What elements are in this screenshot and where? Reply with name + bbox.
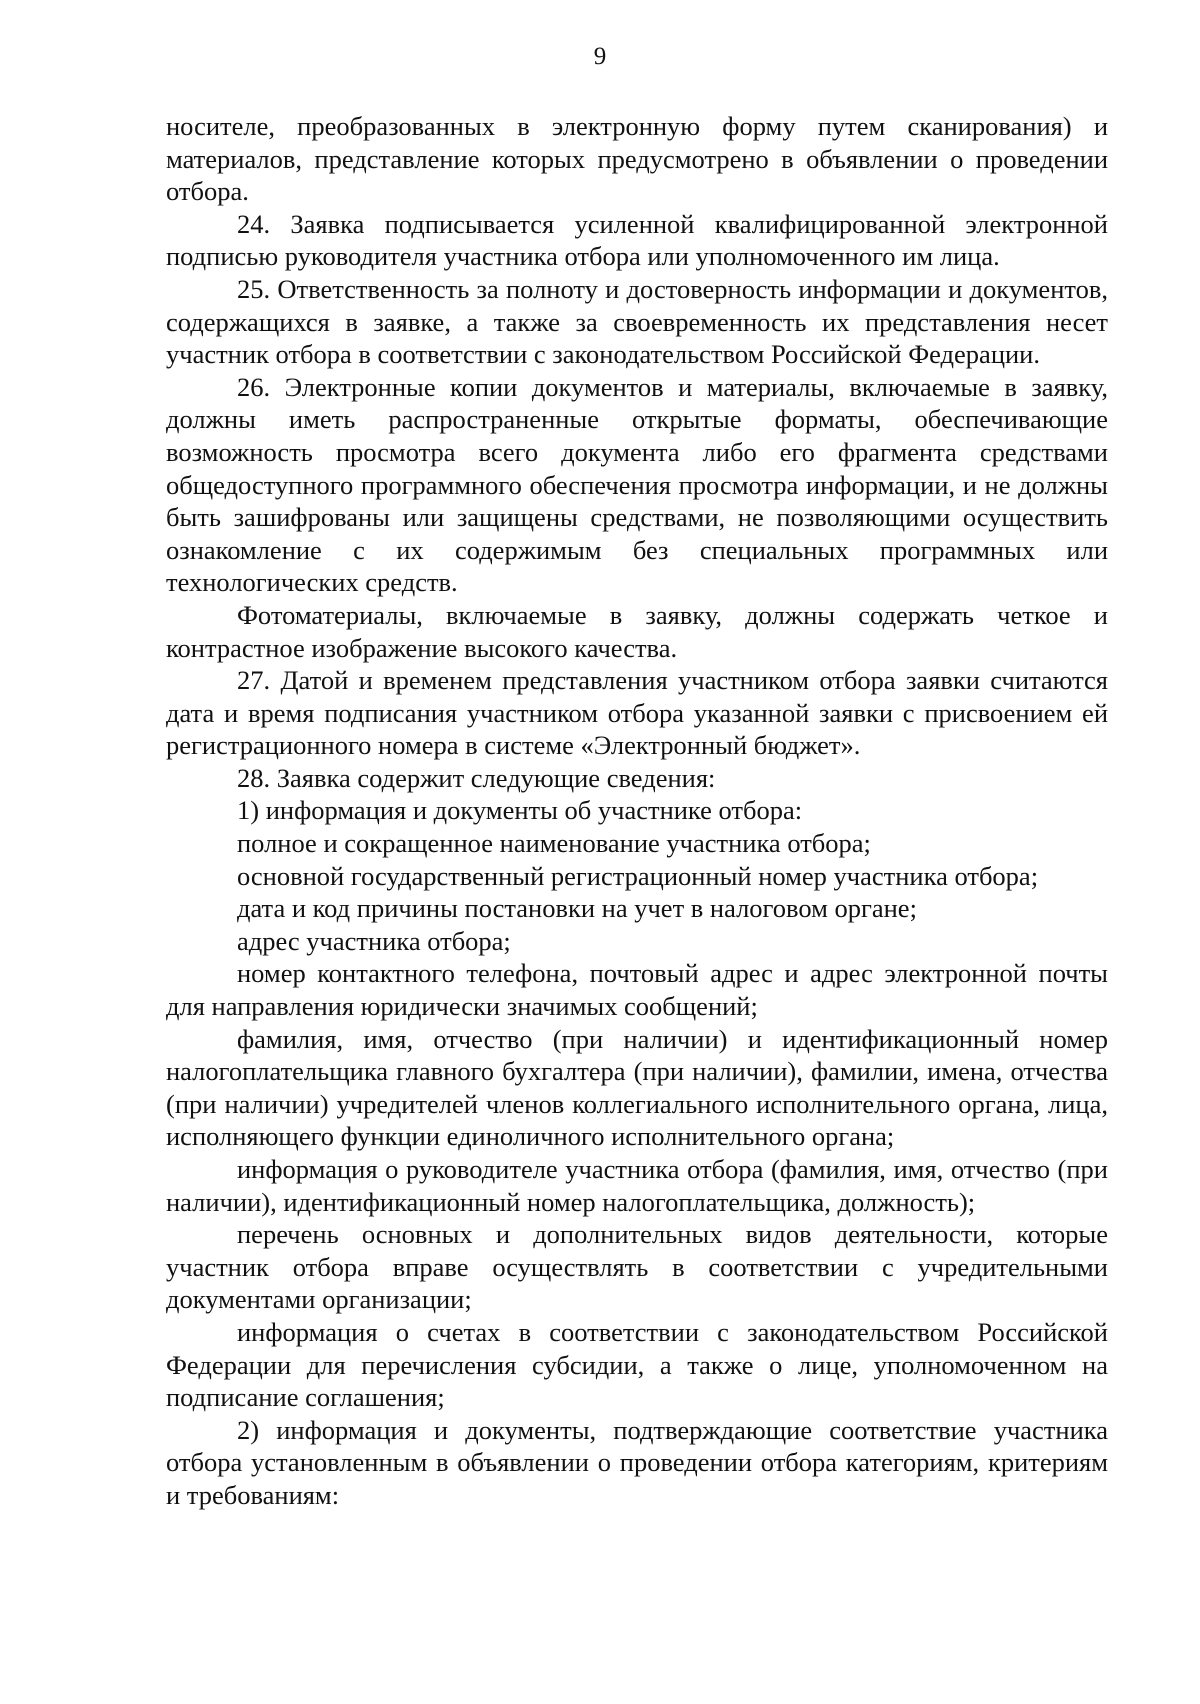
list-item-activities: перечень основных и дополнительных видов деятельности, которые участник отбора вправе осуществлять в соответствии с учредительными документами организации;: [166, 1219, 1108, 1315]
paragraph-continuation: носителе, преобразованных в электронную форму путем сканирования) и материалов, представление которых предусмотрено в объявлении о проведении отбора.: [166, 111, 1108, 207]
list-item-accounts: информация о счетах в соответствии с законодательством Российской Федерации для перечисления субсидии, а также о лице, уполномоченном на подписание соглашения;: [166, 1316, 1108, 1413]
paragraph-24: 24. Заявка подписывается усиленной квалифицированной электронной подписью руководителя участника отбора или уполномоченного им лица.: [166, 208, 1108, 272]
paragraph-26: 26. Электронные копии документов и материалы, включаемые в заявку, должны иметь распространенные открытые форматы, обеспечивающие возможность просмотра всего документа либо его фрагмента средствами общедоступного программного обеспечения просмотра информации, и не должны быть зашифрованы или защищены средствами, не позволяющими осуществить ознакомление с их содержимым без специальных программных или технологических средств.: [166, 371, 1108, 598]
document-body: [166, 110, 1108, 1512]
list-item-contacts: номер контактного телефона, почтовый адрес и адрес электронной почты для направления юридически значимых сообщений;: [166, 958, 1108, 1022]
list-item-full-name: полное и сокращенное наименование участника отбора;: [237, 828, 871, 859]
list-item-address: адрес участника отбора;: [237, 925, 511, 956]
paragraph-27: 27. Датой и временем представления участником отбора заявки считаются дата и время подписания участником отбора указанной заявки с присвоением ей регистрационного номера в системе «Электронный бюджет».: [166, 665, 1108, 761]
list-item-tax-registration: дата и код причины постановки на учет в налоговом органе;: [237, 893, 917, 924]
paragraph-25: 25. Ответственность за полноту и достоверность информации и документов, содержащихся в заявке, а также за своевременность их представления несет участник отбора в соответствии с законодательством Российской Федерации.: [166, 273, 1108, 370]
list-item-accountant-founders: фамилия, имя, отчество (при наличии) и идентификационный номер налогоплательщика главного бухгалтера (при наличии), фамилии, имена, отчества (при наличии) учредителей членов коллегиального исполнительного органа, лица, исполняющего функции единоличного исполнительного органа;: [166, 1023, 1108, 1152]
paragraph-photo-materials: Фотоматериалы, включаемые в заявку, должны содержать четкое и контрастное изображение высокого качества.: [166, 599, 1108, 663]
page-number: 9: [593, 43, 607, 70]
list-item-2: 2) информация и документы, подтверждающие соответствие участника отбора установленным в объявлении о проведении отбора категориям, критериям и требованиям:: [166, 1414, 1108, 1510]
paragraph-28: 28. Заявка содержит следующие сведения:: [237, 762, 716, 793]
list-item-head-info: информация о руководителе участника отбора (фамилия, имя, отчество (при наличии), идентификационный номер налогоплательщика, должность);: [166, 1154, 1108, 1217]
list-item-ogrn: основной государственный регистрационный номер участника отбора;: [237, 860, 1039, 891]
list-item-1: 1) информация и документы об участнике отбора:: [237, 795, 803, 826]
